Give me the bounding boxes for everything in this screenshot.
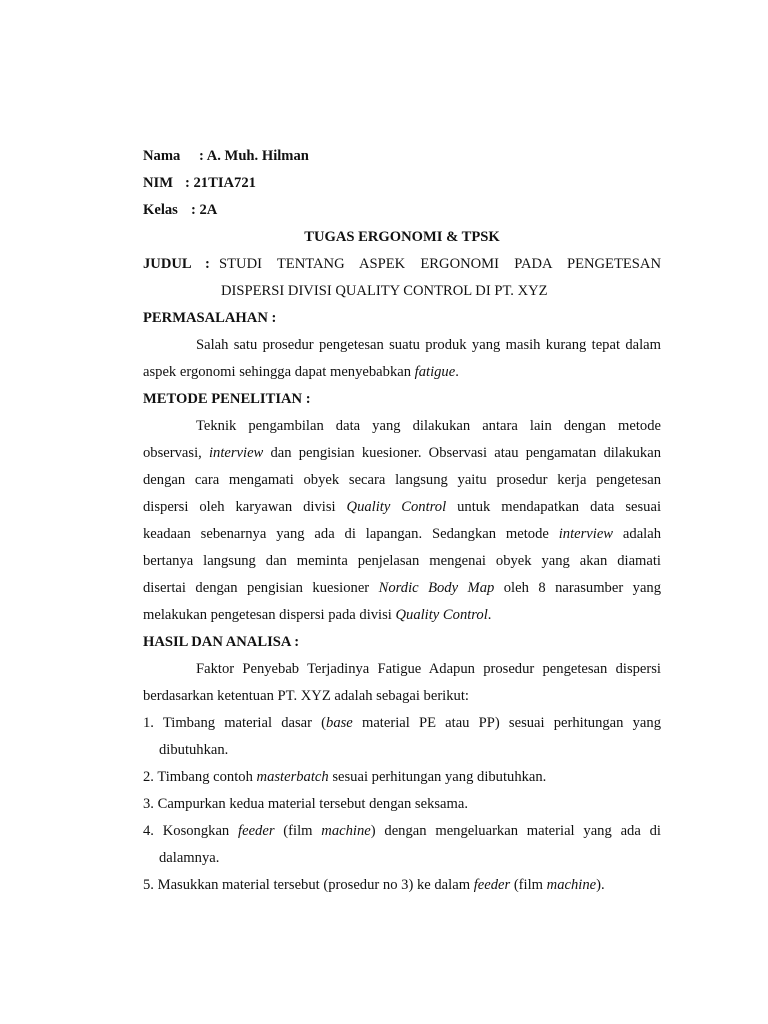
text-span: aspek ergonomi sehingga dapat menyebabkan: [143, 364, 415, 380]
text-span: .: [487, 607, 492, 623]
metode-line-2: [143, 444, 661, 462]
document-title: TUGAS ERGONOMI & TPSK: [304, 229, 500, 245]
permasalahan-line-2: [143, 363, 459, 381]
metode-line-5: [143, 525, 661, 543]
hasil-paragraph-line-1: Faktor Penyebab Terjadinya Fatigue Adapun prosedur pengetesan dispersi: [196, 661, 661, 677]
hasil-heading: HASIL DAN ANALISA :: [143, 634, 300, 650]
text-span: adalah: [613, 526, 662, 542]
kelas-row: [143, 201, 217, 219]
metode-heading: METODE PENELITIAN :: [143, 391, 311, 407]
italic-text: interview: [208, 445, 264, 461]
judul-label: JUDUL: [143, 256, 192, 272]
italic-text: Nordic Body Map: [378, 580, 495, 596]
list-item-4: [143, 822, 661, 840]
italic-text: fatigue: [414, 364, 456, 380]
nim-label: NIM: [143, 175, 173, 191]
text-span: 5. Masukkan material tersebut (prosedur no 3) ke dalam: [143, 877, 474, 893]
italic-text: machine: [546, 877, 597, 893]
text-span: disertai dengan pengisian kuesioner: [143, 580, 379, 596]
list-item-2: [143, 768, 546, 786]
metode-line-4: [143, 498, 661, 516]
text-span: dispersi oleh karyawan divisi: [143, 499, 347, 515]
text-span: ).: [596, 877, 605, 893]
text-span: keadaan sebenarnya yang ada di lapangan. Sedangkan metode: [143, 526, 559, 542]
text-span: .: [455, 364, 459, 380]
name-row: [143, 147, 309, 165]
metode-line-6: bertanya langsung dan meminta penjelasan mengenai obyek yang akan diamati: [143, 553, 661, 569]
text-span: dan pengisian kuesioner. Observasi atau pengamatan dilakukan: [263, 445, 661, 461]
italic-text: Quality Control: [395, 607, 488, 623]
nim-value: : 21TIA721: [185, 175, 256, 191]
kelas-label: Kelas: [143, 202, 178, 218]
list-item-5: [143, 876, 605, 894]
italic-text: interview: [558, 526, 614, 542]
list-item-4-continuation: dalamnya.: [159, 850, 220, 866]
text-span: (film: [274, 823, 322, 839]
text-span: material PE atau PP) sesuai perhitungan yang: [352, 715, 661, 731]
italic-text: base: [326, 715, 353, 731]
italic-text: feeder: [238, 823, 275, 839]
name-label: Nama: [143, 148, 181, 164]
list-item-3: 3. Campurkan kedua material tersebut dengan seksama.: [143, 796, 469, 812]
permasalahan-line-1: Salah satu prosedur pengetesan suatu produk yang masih kurang tepat dalam: [196, 337, 661, 353]
text-span: melakukan pengetesan dispersi pada divisi: [143, 607, 396, 623]
metode-line-7: [143, 579, 661, 597]
text-span: ) dengan mengeluarkan material yang ada di: [370, 823, 661, 839]
judul-colon: :: [205, 256, 210, 272]
metode-line-1: Teknik pengambilan data yang dilakukan antara lain dengan metode: [196, 418, 661, 434]
judul-line-1: STUDI TENTANG ASPEK ERGONOMI PADA PENGETESAN: [219, 256, 661, 272]
list-item-1-continuation: dibutuhkan.: [159, 742, 229, 758]
text-span: (film: [510, 877, 547, 893]
text-span: untuk mendapatkan data sesuai: [446, 499, 661, 515]
hasil-paragraph-line-2: berdasarkan ketentuan PT. XYZ adalah sebagai berikut:: [143, 688, 469, 704]
metode-line-8: [143, 606, 491, 624]
name-value: : A. Muh. Hilman: [199, 148, 309, 164]
list-item-1: [143, 714, 661, 732]
permasalahan-heading: PERMASALAHAN :: [143, 310, 277, 326]
metode-line-3: dengan cara mengamati obyek secara langsung yaitu prosedur kerja pengetesan: [143, 472, 661, 488]
text-span: 1. Timbang material dasar (: [143, 715, 327, 731]
judul-line-2: DISPERSI DIVISI QUALITY CONTROL DI PT. XYZ: [221, 283, 548, 299]
kelas-value: : 2A: [191, 202, 218, 218]
italic-text: feeder: [473, 877, 511, 893]
nim-row: [143, 174, 256, 192]
text-span: 2. Timbang contoh: [143, 769, 257, 785]
italic-text: Quality Control: [346, 499, 447, 515]
text-span: 4. Kosongkan: [143, 823, 239, 839]
text-span: sesuai perhitungan yang dibutuhkan.: [328, 769, 547, 785]
italic-text: machine: [321, 823, 371, 839]
text-span: oleh 8 narasumber yang: [494, 580, 662, 596]
italic-text: masterbatch: [256, 769, 329, 785]
judul-row: [143, 255, 661, 273]
text-span: observasi,: [143, 445, 209, 461]
